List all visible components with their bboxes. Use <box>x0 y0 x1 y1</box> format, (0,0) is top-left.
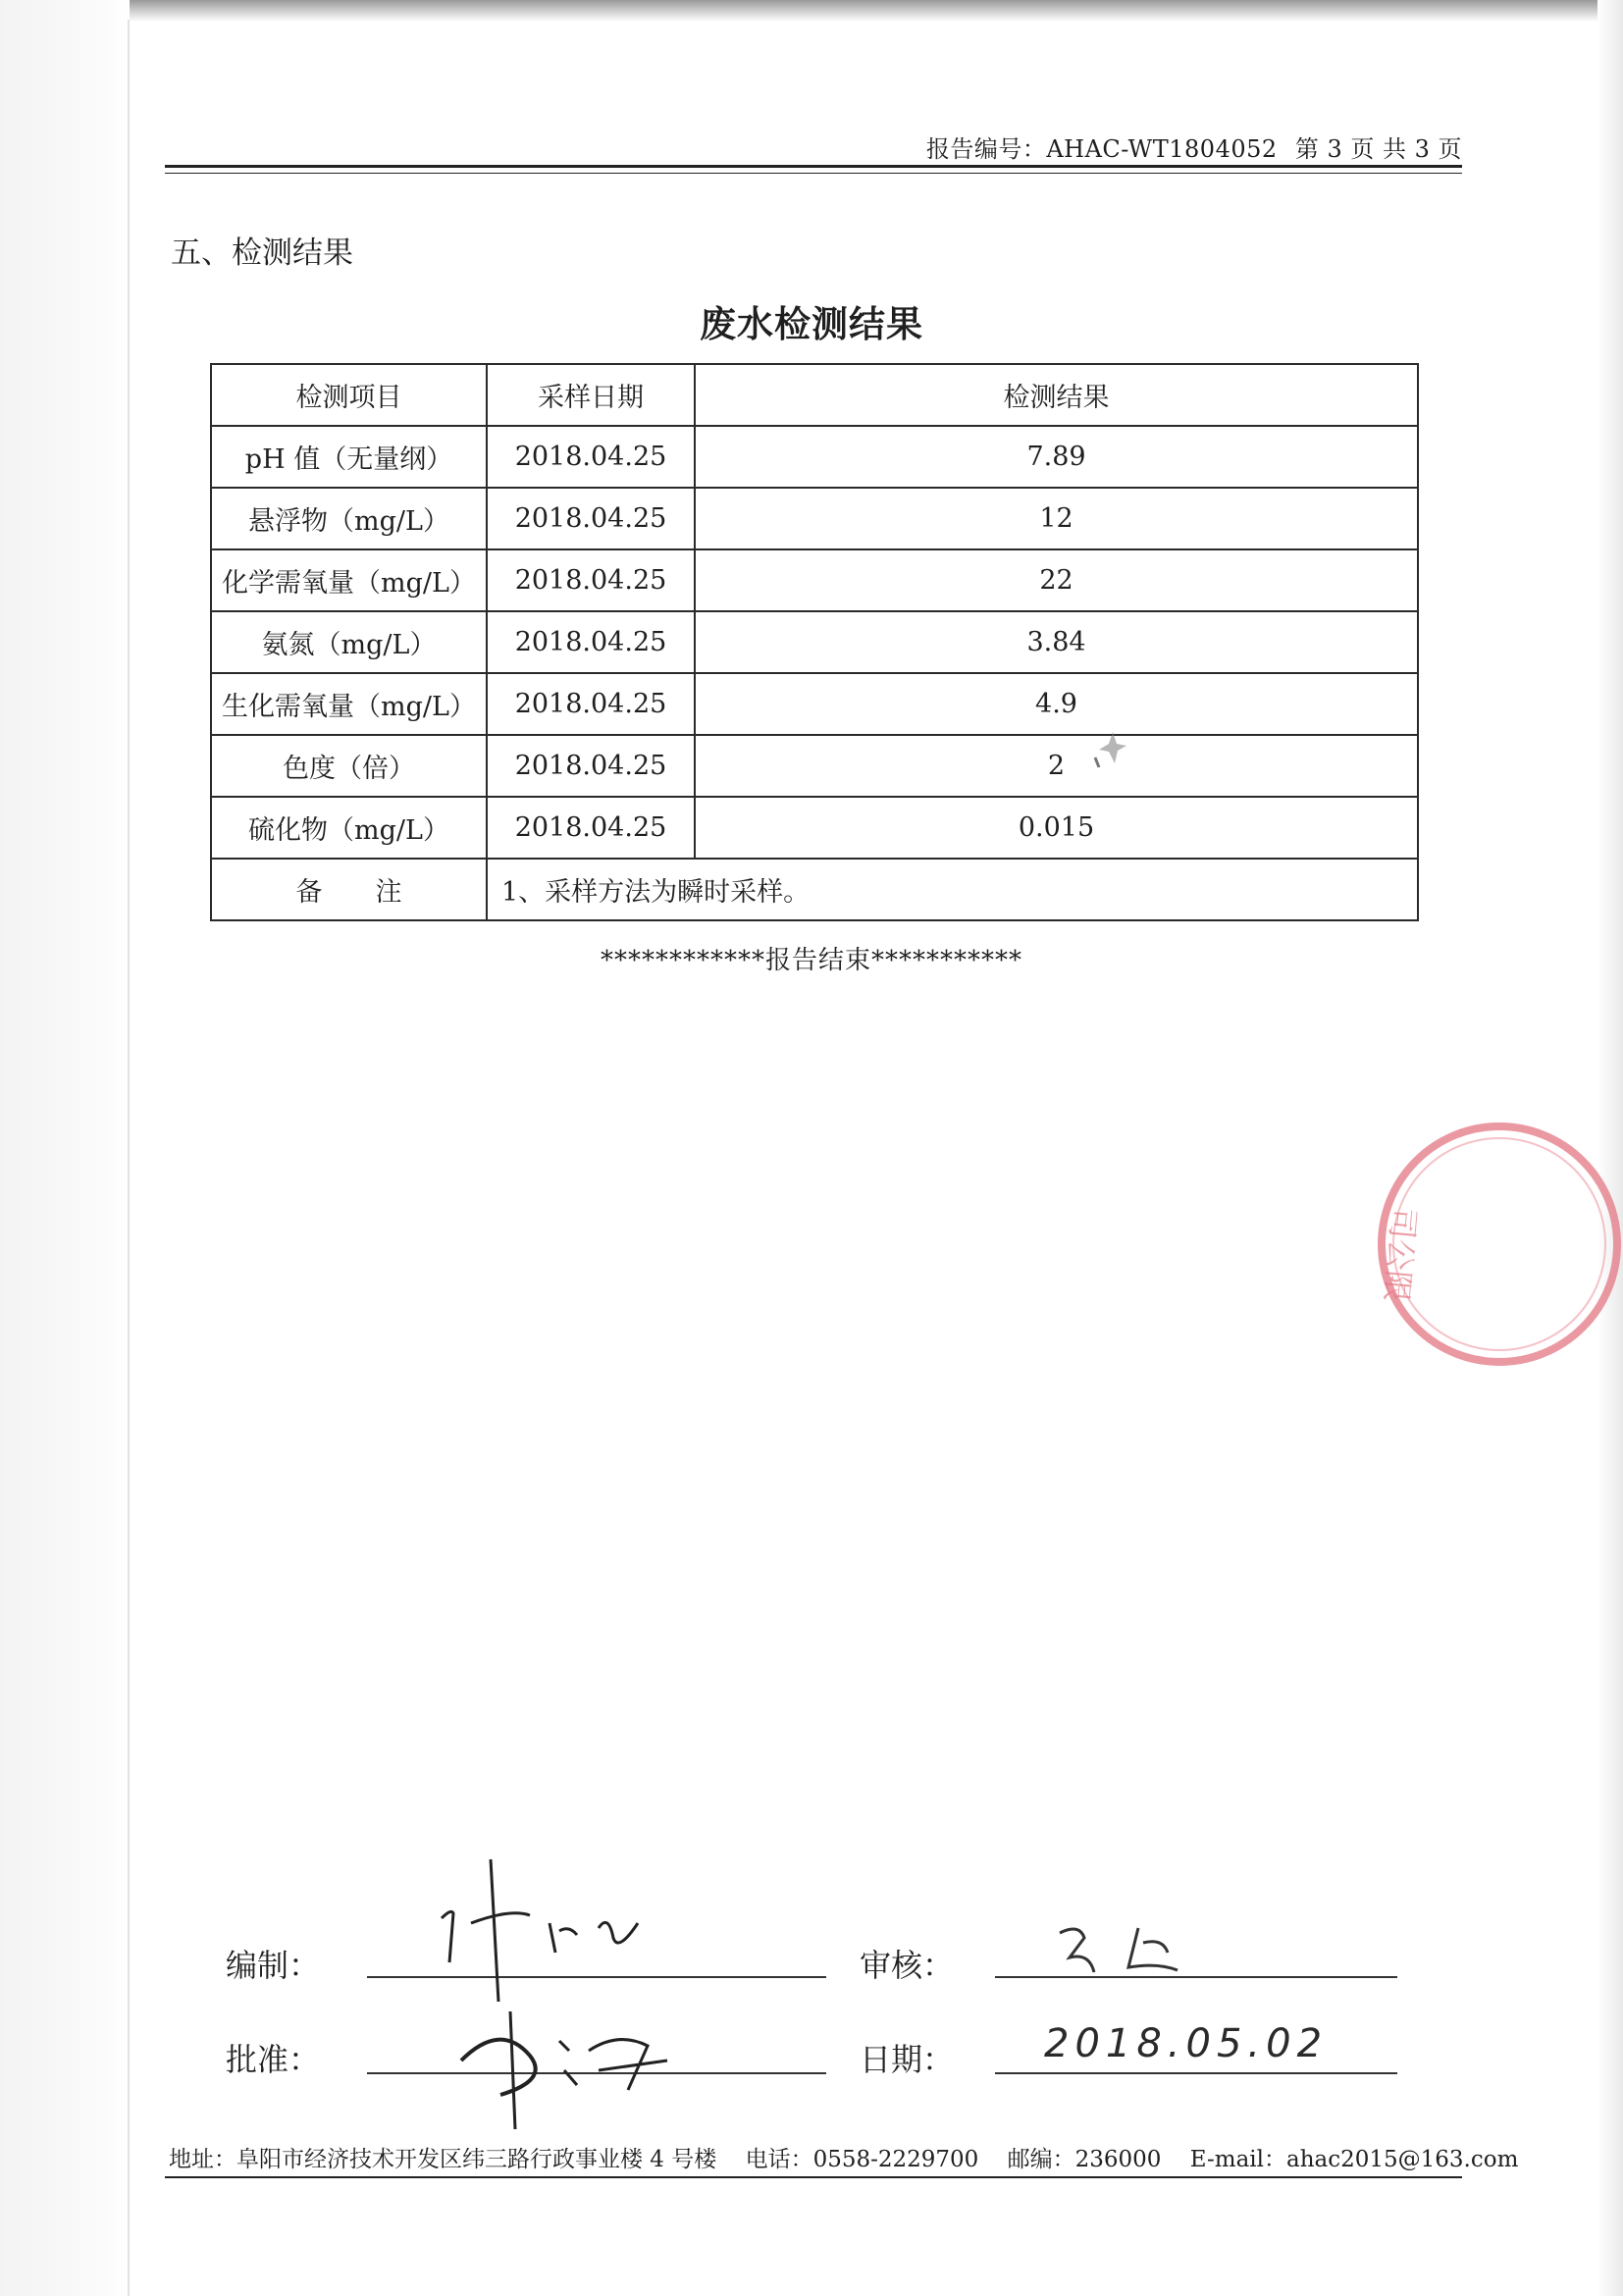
table-row <box>211 797 1418 859</box>
cell-date: 2018.04.25 <box>487 797 695 859</box>
section-title: 五、检测结果 <box>171 235 353 271</box>
header-item: 检测项目 <box>211 364 487 426</box>
cell-date: 2018.04.25 <box>487 488 695 549</box>
ink-speck <box>1083 724 1132 773</box>
cell-result: 0.015 <box>695 797 1418 859</box>
cell-result: 7.89 <box>695 426 1418 488</box>
scan-edge-line <box>128 20 130 2296</box>
report-end-marker: ************报告结束*********** <box>600 946 1022 975</box>
page-info: 第 3 页 共 3 页 <box>1294 135 1462 163</box>
footer-rule <box>165 2176 1462 2178</box>
date-label: 日期： <box>860 2041 955 2078</box>
table-title: 废水检测结果 <box>700 302 923 345</box>
date-line <box>995 2072 1397 2074</box>
cell-result: 12 <box>695 488 1418 549</box>
footer <box>169 2141 1540 2173</box>
cell-item: 色度（倍） <box>211 735 487 797</box>
seal-stamp <box>1352 1097 1623 1391</box>
header-date: 采样日期 <box>487 364 695 426</box>
header-rule-thick <box>165 165 1462 168</box>
cell-item: 氨氮（mg/L） <box>211 611 487 673</box>
cell-item: 硫化物（mg/L） <box>211 797 487 859</box>
cell-result: 22 <box>695 549 1418 611</box>
cell-date: 2018.04.25 <box>487 673 695 735</box>
approved-label: 批准： <box>226 2041 321 2078</box>
report-number: 报告编号：AHAC-WT1804052 <box>925 135 1278 163</box>
table-row <box>211 735 1418 797</box>
table-row <box>211 549 1418 611</box>
footer-address: 地址：阜阳市经济技术开发区纬三路行政事业楼 4 号楼 <box>169 2147 717 2172</box>
date-value: 2018.05.02 <box>1044 2021 1329 2066</box>
cell-result: 2 <box>695 735 1418 797</box>
cell-result: 3.84 <box>695 611 1418 673</box>
table-row <box>211 673 1418 735</box>
reviewed-signature <box>1050 1913 1246 1982</box>
cell-date: 2018.04.25 <box>487 735 695 797</box>
cell-item: 悬浮物（mg/L） <box>211 488 487 549</box>
results-table <box>210 363 1419 921</box>
approved-signature <box>442 2002 697 2139</box>
table-row <box>211 488 1418 549</box>
header-result: 检测结果 <box>695 364 1418 426</box>
cell-date: 2018.04.25 <box>487 426 695 488</box>
table-note-row <box>211 859 1418 920</box>
cell-date: 2018.04.25 <box>487 611 695 673</box>
prepared-label: 编制： <box>226 1947 321 1984</box>
footer-postcode: 邮编：236000 <box>1007 2147 1162 2172</box>
cell-result: 4.9 <box>695 673 1418 735</box>
table-row <box>211 611 1418 673</box>
footer-email: E-mail：ahac2015@163.com <box>1189 2147 1519 2172</box>
cell-item: 生化需氧量（mg/L） <box>211 673 487 735</box>
report-header <box>916 130 1462 164</box>
note-text: 1、采样方法为瞬时采样。 <box>487 859 1418 920</box>
prepared-signature <box>412 1854 667 2002</box>
footer-phone: 电话：0558-2229700 <box>745 2147 979 2172</box>
cell-item: 化学需氧量（mg/L） <box>211 549 487 611</box>
cell-date: 2018.04.25 <box>487 549 695 611</box>
seal-text: 司公限 <box>1377 1206 1423 1304</box>
table-row <box>211 426 1418 488</box>
header-rule-thin <box>165 173 1462 174</box>
reviewed-label: 审核： <box>860 1947 955 1984</box>
note-label: 备 注 <box>211 859 487 920</box>
cell-item: pH 值（无量纲） <box>211 426 487 488</box>
table-header-row <box>211 364 1418 426</box>
scan-edge-top <box>0 0 1623 22</box>
